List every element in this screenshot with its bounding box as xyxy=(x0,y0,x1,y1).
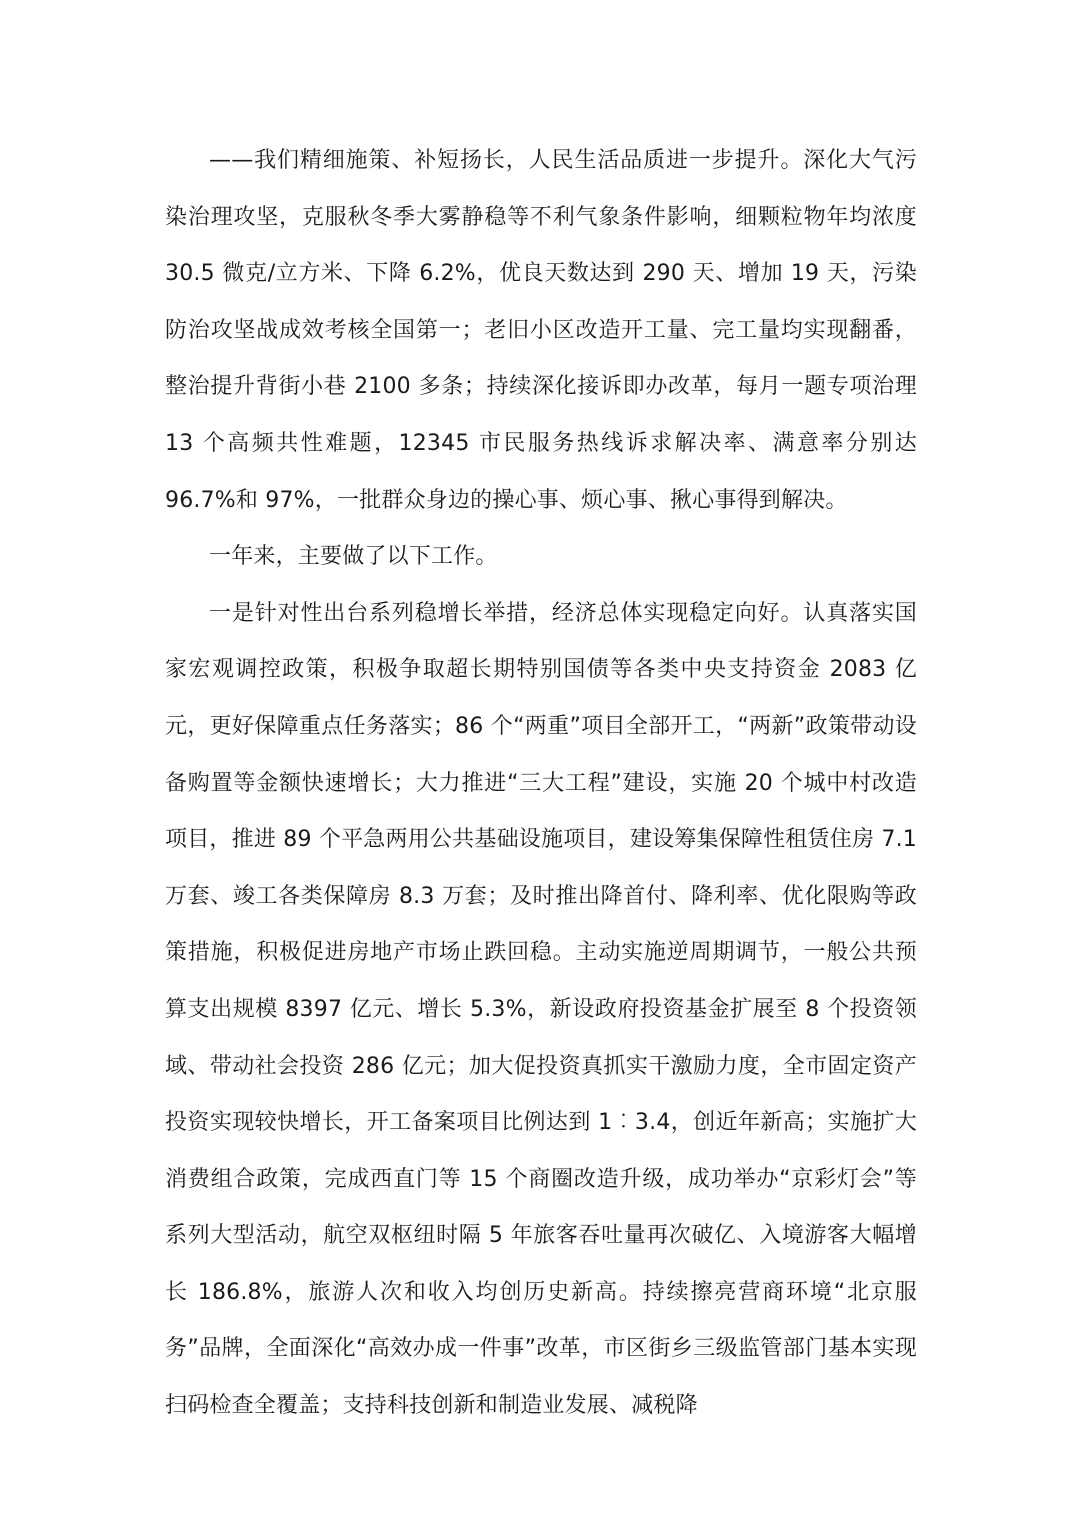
document-body xyxy=(165,133,917,1435)
paragraph-stable-growth: 一是针对性出台系列稳增长举措，经济总体实现稳定向好。认真落实国家宏观调控政策，积极争取超长期特别国债等各类中央支持资金 2083 亿元，更好保障重点任务落实；86 个“两重”项目全部开工，“两新”政策带动设备购置等金额快速增长；大力推进“三大工程”建设，实施 20 个城中村改造项目，推进 89 个平急两用公共基础设施项目，建设筹集保障性租赁住房 7.1 万套、竣工各类保障房 8.3 万套；及时推出降首付、降利率、优化限购等政策措施，积极促进房地产市场止跌回稳。主动实施逆周期调节，一般公共预算支出规模 8397 亿元、增长 5.3%，新设政府投资基金扩展至 8 个投资领域、带动社会投资 286 亿元；加大促投资真抓实干激励力度，全市固定资产投资实现较快增长，开工备案项目比例达到 1︰3.4，创近年新高；实施扩大消费组合政策，完成西直门等 15 个商圈改造升级，成功举办“京彩灯会”等系列大型活动，航空双枢纽时隔 5 年旅客吞吐量再次破亿、入境游客大幅增长 186.8%，旅游人次和收入均创历史新高。持续擦亮营商环境“北京服务”品牌，全面深化“高效办成一件事”改革，市区街乡三级监管部门基本实现扫码检查全覆盖；支持科技创新和制造业发展、减税降 xyxy=(165,600,917,1419)
paragraph-work-intro: 一年来，主要做了以下工作。 xyxy=(209,544,498,570)
paragraph-people-livelihood: ——我们精细施策、补短扬长，人民生活品质进一步提升。深化大气污染治理攻坚，克服秋冬季大雾静稳等不利气象条件影响，细颗粒物年均浓度 30.5 微克/立方米、下降 6.2%，优良天数达到 290 天、增加 19 天，污染防治攻坚战成效考核全国第一；老旧小区改造开工量、完工量均实现翻番，整治提升背街小巷 2100 多条；持续深化接诉即办改革，每月一题专项治理 13 个高频共性难题，12345 市民服务热线诉求解决率、满意率分别达 96.7%和 97%，一批群众身边的操心事、烦心事、揪心事得到解决。 xyxy=(165,148,917,513)
